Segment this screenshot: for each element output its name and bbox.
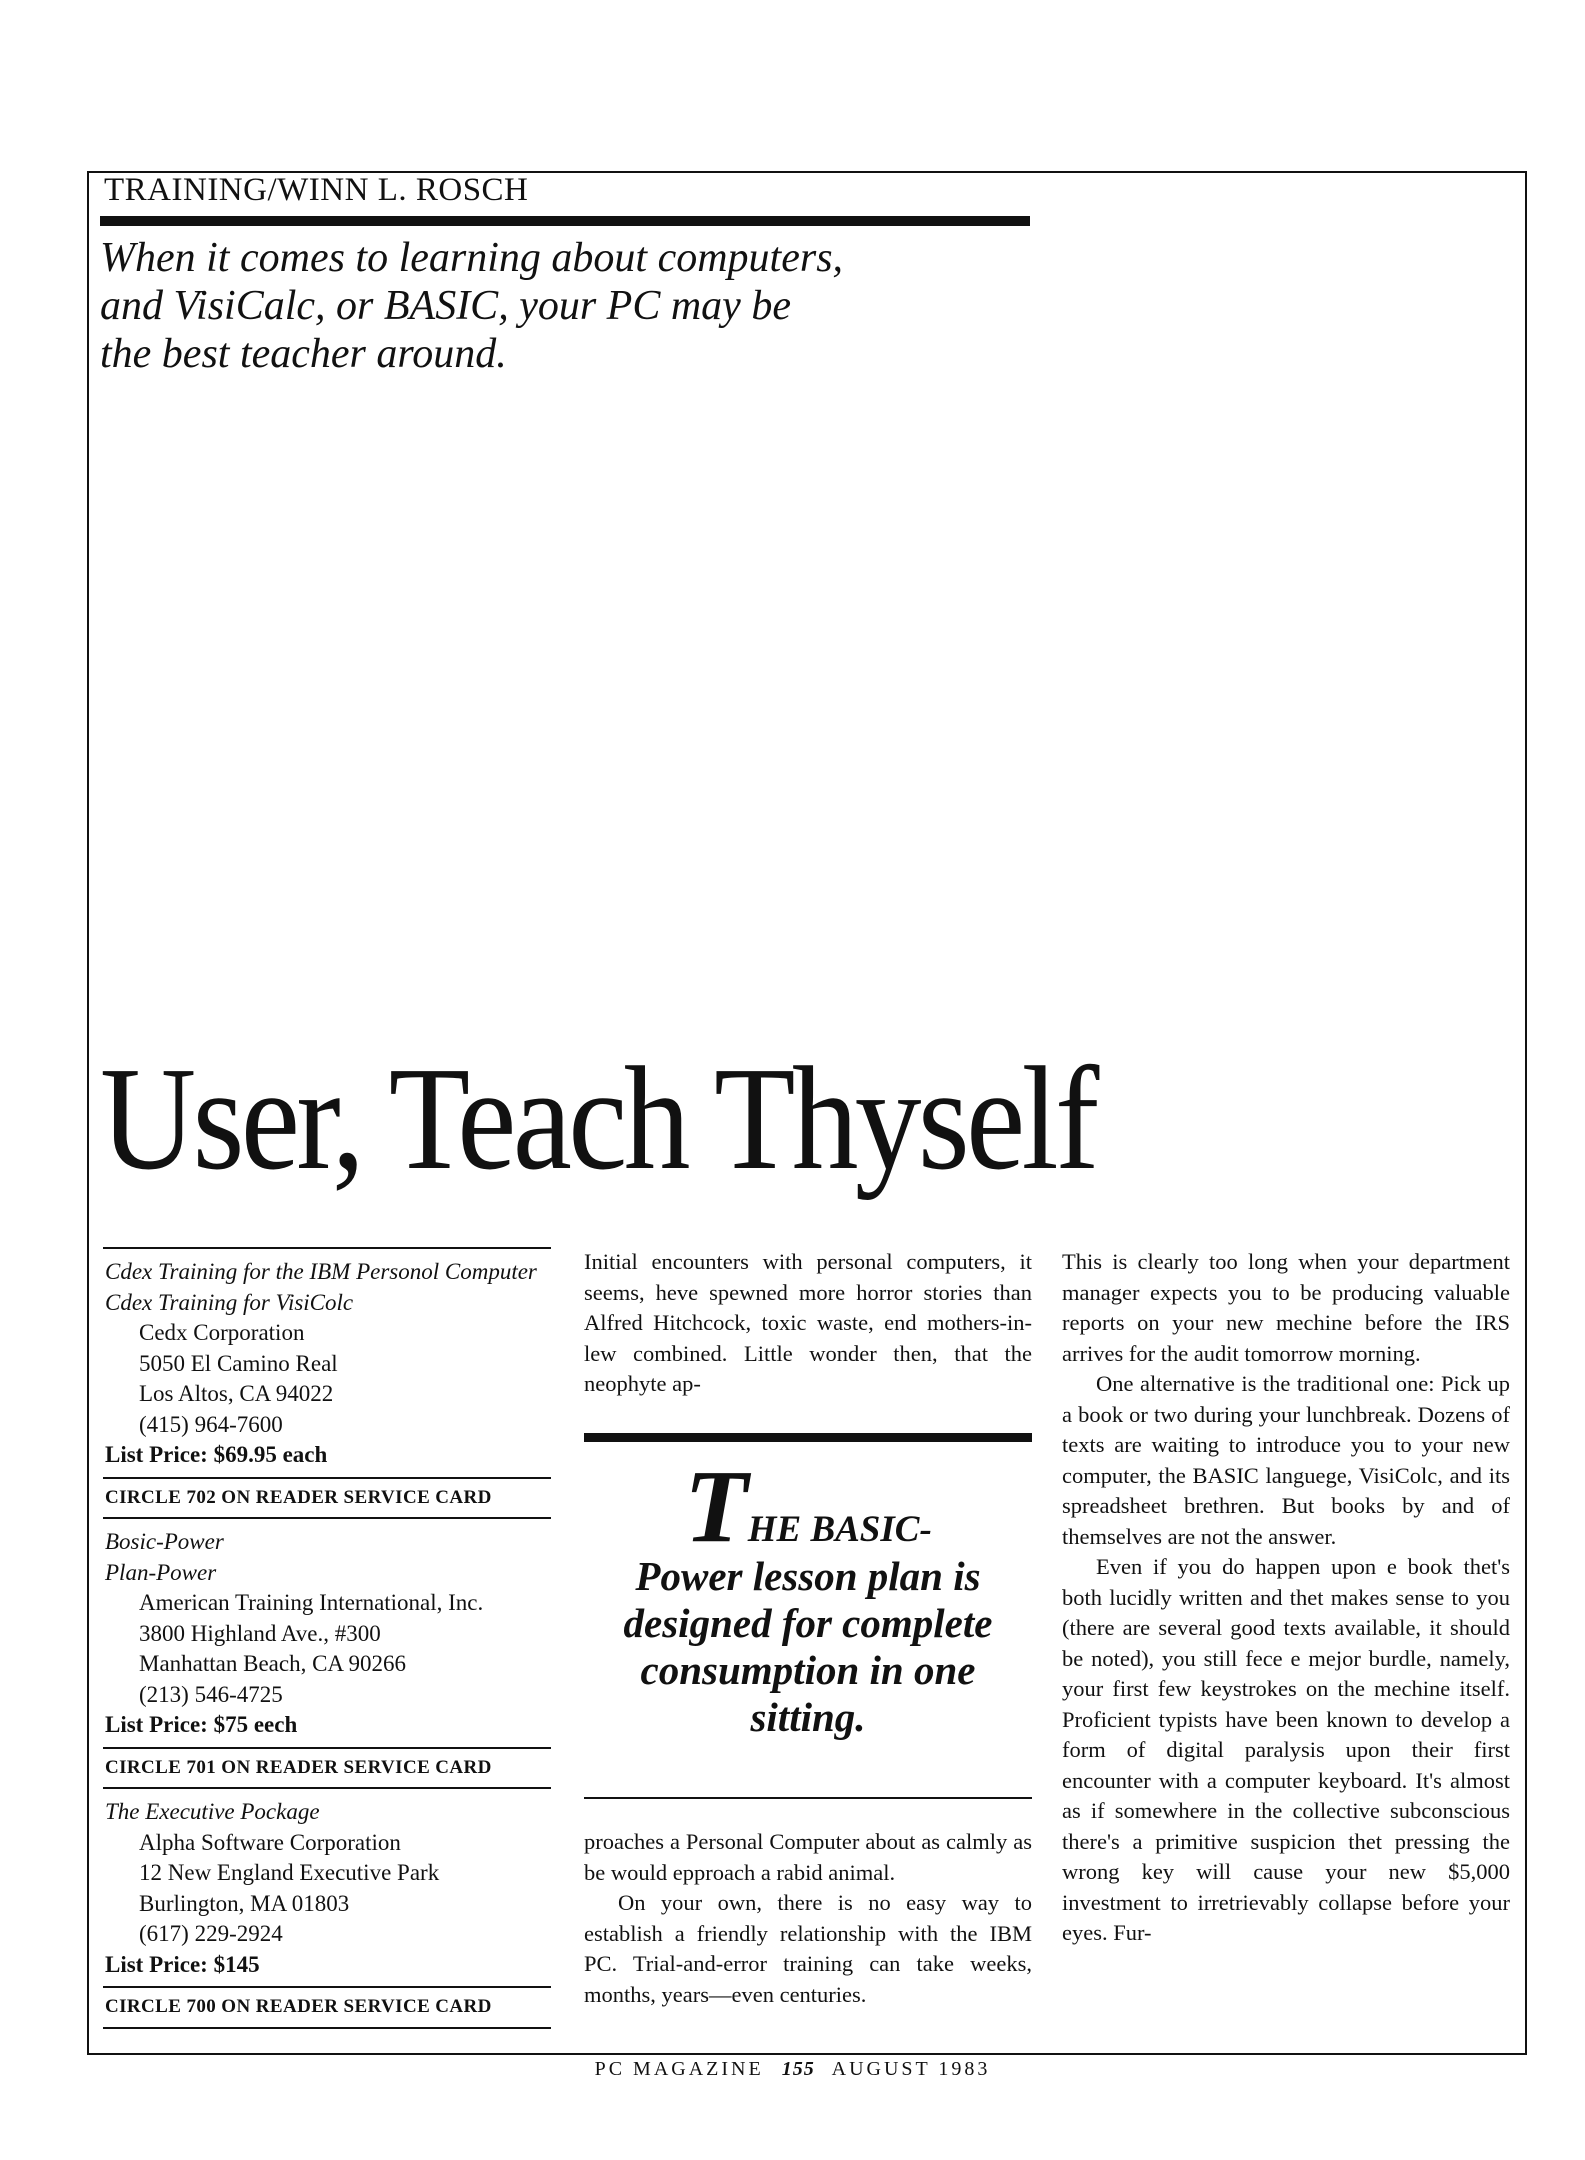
product-address: Manhattan Beach, CA 90266 (139, 1651, 407, 1676)
product-entry (103, 1519, 551, 1743)
product-phone: (617) 229-2924 (139, 1921, 283, 1946)
product-price: List Price: $75 eech (105, 1712, 298, 1737)
pullquote-drop-cap: T (684, 1449, 748, 1564)
product-title: Cdex Training for the IBM Personol Computer (105, 1259, 537, 1284)
body-paragraph: proaches a Personal Computer about as calmly as be would epproach a rabid animal. (584, 1829, 1032, 1885)
product-title: Cdex Training for VisiColc (105, 1289, 354, 1315)
body-column-3 (1062, 1247, 1510, 1949)
product-title: Bosic-Power (105, 1529, 224, 1554)
pullquote-line: consumption in one (640, 1647, 976, 1693)
reader-service-line: CIRCLE 702 ON READER SERVICE CARD (103, 1477, 551, 1520)
product-price: List Price: $145 (105, 1951, 260, 1977)
body-paragraph: One alternative is the traditional one: Pick up a book or two during your lunchbreak. Dozens of texts are waiting to introduce you to your new computer, the BASIC languege, VisiColc, and its spreadsheet brethren. But books by and of themselves are not the answer. (1062, 1371, 1510, 1549)
kicker-rule (100, 216, 1030, 226)
pullquote-line: designed for complete (623, 1600, 993, 1646)
product-phone: (415) 964-7600 (139, 1411, 283, 1437)
product-title: Plan-Power (105, 1559, 217, 1585)
product-entry (103, 1789, 551, 1982)
reader-service-line: CIRCLE 701 ON READER SERVICE CARD (103, 1747, 551, 1790)
body-paragraph: Initial encounters with personal computers, it seems, heve spewned more horror stories than Alfred Hitchcock, toxic waste, end mothers-in-lew combined. Little wonder then, that the neophyte ap- (584, 1249, 1032, 1396)
pullquote-first-line: HE BASIC- (747, 1509, 932, 1550)
page-footer (0, 2058, 1585, 2081)
product-entry (103, 1249, 551, 1473)
body-paragraph: This is clearly too long when your department manager expects you to be producing valuable reports on your new mechine before the IRS arrives for the audit tomorrow morning. (1062, 1249, 1510, 1366)
footer-page-number: 155 (781, 2058, 815, 2080)
body-column-2-top (584, 1247, 1032, 1400)
deck-line: the best teacher around. (100, 331, 507, 377)
product-title: The Executive Pockage (105, 1799, 320, 1824)
pullquote-line: Power lesson plan is (635, 1553, 981, 1599)
body-paragraph: On your own, there is no easy way to establish a friendly relationship with the IBM PC. Trial-and-error training can take weeks, months, years—even centuries. (584, 1890, 1032, 2007)
product-address: 12 New England Executive Park (139, 1860, 440, 1885)
product-company: Alpha Software Corporation (139, 1829, 401, 1855)
section-kicker: TRAINING/WINN L. ROSCH (104, 172, 529, 208)
reader-service-line: CIRCLE 700 ON READER SERVICE CARD (103, 1986, 551, 2029)
footer-date: AUGUST 1983 (831, 2058, 991, 2080)
product-address: 5050 El Camino Real (139, 1350, 338, 1376)
pullquote-rule-bottom (584, 1797, 1032, 1799)
product-company: American Training International, Inc. (139, 1590, 484, 1615)
deck-line: and VisiCalc, or BASIC, your PC may be (100, 283, 791, 329)
product-address: 3800 Highland Ave., #300 (139, 1620, 381, 1646)
product-price: List Price: $69.95 each (105, 1442, 328, 1467)
body-paragraph: Even if you do happen upon e book thet's both lucidly written and thet makes sense to you (there are several good texts available, it should be noted), you still fece e mejor burdle, namely, your first few keystrokes on the mechine itself. Proficient typists have been known to develop a form of digital paralysis upon their first encounter with a computer keyboard. It's almost as if somewhere in the collective subconscious there's a primitive suspicion thet pressing the wrong key will cause your new $5,000 investment to irretrievably collapse before your eyes. Fur- (1062, 1554, 1510, 1945)
pullquote-line: sitting. (750, 1694, 866, 1740)
article-headline: User, Teach Thyself (100, 1037, 1096, 1201)
product-address: Los Altos, CA 94022 (139, 1381, 334, 1406)
footer-magazine: PC MAGAZINE (594, 2058, 764, 2080)
product-company: Cedx Corporation (139, 1320, 305, 1345)
product-sidebar (103, 1247, 551, 2029)
product-address: Burlington, MA 01803 (139, 1890, 350, 1916)
product-phone: (213) 546-4725 (139, 1681, 283, 1707)
pullquote-rule-top (584, 1433, 1032, 1442)
pull-quote (584, 1449, 1032, 1741)
deck-line: When it comes to learning about computers, (100, 235, 844, 281)
article-deck (100, 234, 960, 378)
body-column-2-bottom (584, 1827, 1032, 2010)
